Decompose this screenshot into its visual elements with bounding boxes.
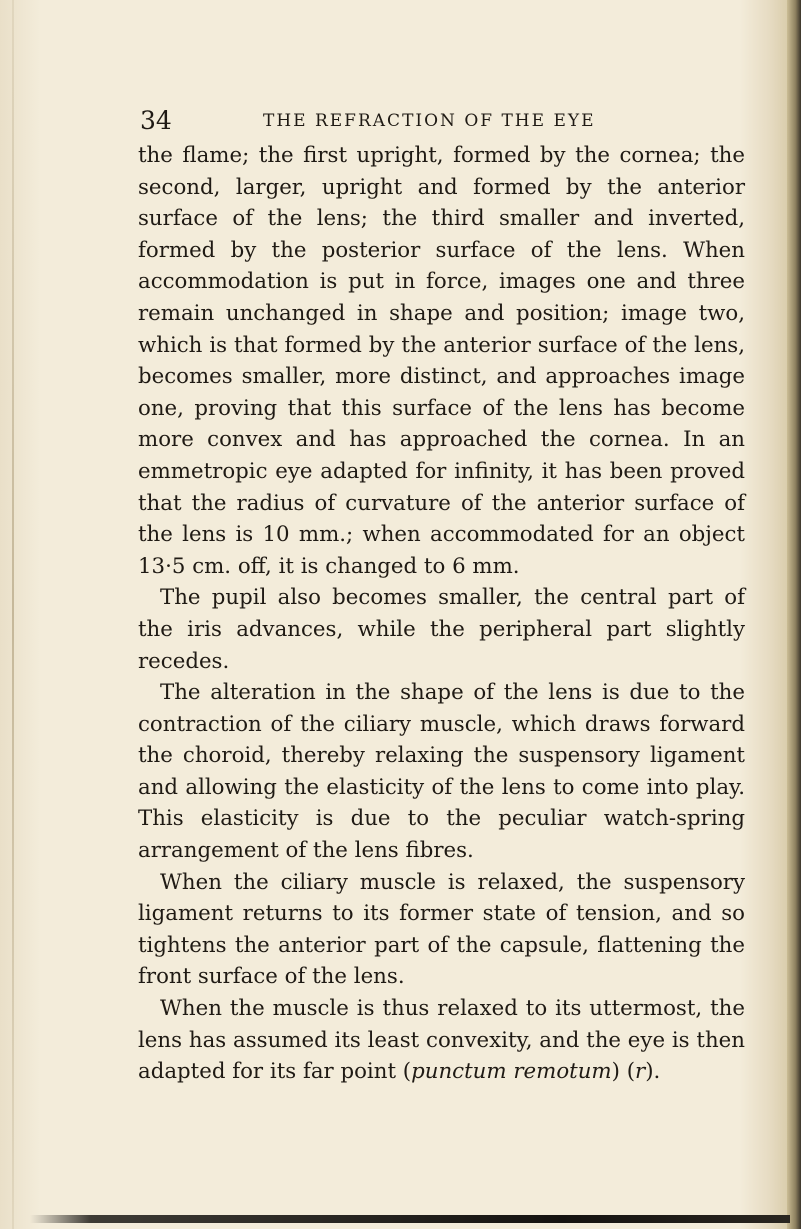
body-text	[138, 140, 745, 1088]
paragraph-3: The alteration in the shape of the lens is due to the contraction of the ciliary muscle, which draws forward the choroid, thereby relaxing the suspensory ligament and allowing the elasticity of the lens to come into play. This elasticity is due to the peculiar watch-spring arrangement of the lens fibres.	[138, 680, 745, 864]
paragraph-5-text-c: ).	[645, 1059, 661, 1085]
paragraph-5-text-b: ) (	[611, 1059, 636, 1085]
page-bottom-shadow	[30, 1215, 790, 1223]
page-gutter-shadow	[12, 0, 14, 1229]
running-header	[140, 106, 740, 136]
paragraph-4: When the ciliary muscle is relaxed, the suspensory ligament returns to its former state of tension, and so tightens the anterior part of the capsule, flattening the front surface of the lens.	[138, 869, 745, 990]
paragraph-5-text-a: When the muscle is thus relaxed to its uttermost, the lens has assumed its least convexity, and the eye is then adapted for its far point (	[138, 996, 745, 1085]
paragraph-5-italic-r: r	[635, 1059, 646, 1085]
paragraph-5-italic-punctum: punctum remotum	[411, 1059, 612, 1085]
running-head-title: THE REFRACTION OF THE EYE	[263, 111, 596, 131]
paragraph-1: the flame; the first upright, formed by the cornea; the second, larger, upright and formed by the anterior surface of the lens; the third smaller and inverted, formed by the posterior surface of the lens. When accommodation is put in force, images one and three remain unchanged in shape and position; image two, which is that formed by the anterior surface of the lens, becomes smaller, more distinct, and approaches image one, proving that this surface of the lens has become more convex and has approached the cornea. In an emmetropic eye adapted for infinity, it has been proved that the radius of curvature of the anterior surface of the lens is 10 mm.; when accommodated for an object 13·5 cm. off, it is changed to 6 mm.	[138, 143, 745, 579]
page-number: 34	[140, 106, 172, 135]
paragraph-5	[138, 993, 745, 1088]
page-edge-shadow	[787, 0, 801, 1229]
paragraph-2: The pupil also becomes smaller, the central part of the iris advances, while the peripheral part slightly recedes.	[138, 585, 745, 674]
